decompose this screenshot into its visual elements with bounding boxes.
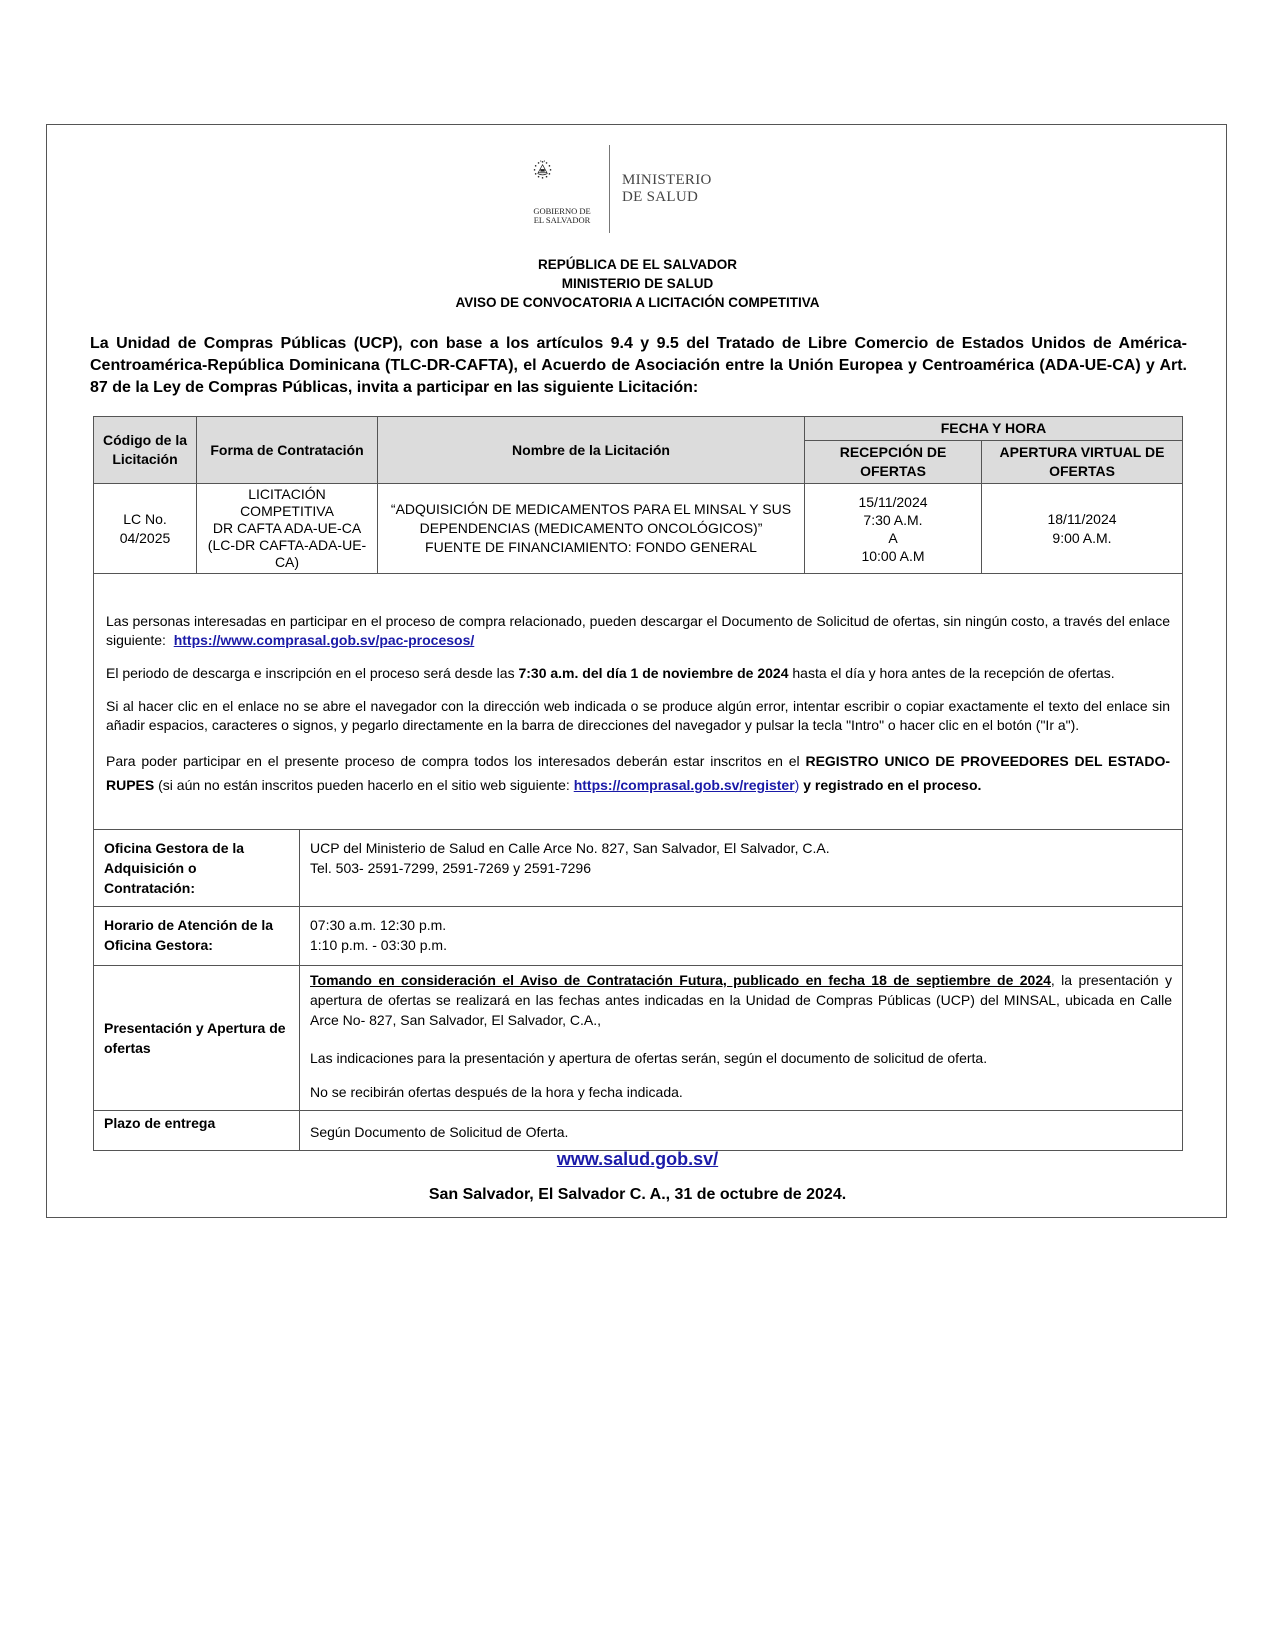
government-label — [522, 207, 602, 225]
presentacion-para1 — [310, 970, 1172, 1030]
presentacion-label: Presentación y Apertura de ofertas — [94, 966, 300, 1111]
table-row — [94, 484, 1183, 574]
rupes-text-b: (si aún no están inscritos pueden hacerlo en el sitio web siguiente: — [158, 777, 570, 793]
nombre-line3: FUENTE DE FINANCIAMIENTO: FONDO GENERAL — [425, 539, 757, 555]
dateline: San Salvador, El Salvador C. A., 31 de octubre de 2024. — [428, 1186, 847, 1203]
gov-line1: GOBIERNO DE — [533, 206, 591, 216]
col-recepcion: RECEPCIÓN DE OFERTAS — [805, 441, 982, 484]
nombre-line1: “ADQUISICIÓN DE MEDICAMENTOS PARA EL MINSAL Y SUS — [390, 501, 792, 517]
header-line1: REPÚBLICA DE EL SALVADOR — [537, 257, 737, 272]
col-apertura: APERTURA VIRTUAL DE OFERTAS — [982, 441, 1183, 484]
header-line3: AVISO DE CONVOCATORIA A LICITACIÓN COMPETITIVA — [455, 295, 820, 310]
presentacion-para3: No se recibirán ofertas después de la hora y fecha indicada. — [310, 1084, 683, 1100]
cell-codigo: LC No. 04/2025 — [94, 484, 197, 574]
salud-website-link[interactable]: www.salud.gob.sv/ — [556, 1149, 719, 1169]
rupes-paren: ) — [794, 777, 800, 793]
row-presentacion — [94, 966, 1183, 1111]
info-paragraph-period — [106, 664, 1170, 683]
info-block — [93, 574, 1183, 830]
apertura-time: 9:00 A.M. — [1052, 529, 1112, 546]
oficina-address: UCP del Ministerio de Salud en Calle Arce No. 827, San Salvador, El Salvador, C.A. — [310, 840, 830, 856]
comprasal-register-link[interactable]: https://comprasal.gob.sv/register — [573, 777, 795, 793]
intro-paragraph: La Unidad de Compras Públicas (UCP), con base a los artículos 9.4 y 9.5 del Tratado de Libre Comercio de Estados Unidos de América-Centroamérica-República Dominicana (TLC-DR-CAFTA), el Acuerdo de Asociación entre la Unión Europea y Centroamérica (ADA-UE-CA) y Art. 87 de la Ley de Compras Públicas, invita a participar en las siguiente Licitación: — [90, 335, 1187, 396]
rupes-text-end: y registrado en el proceso. — [803, 777, 982, 793]
oficina-label: Oficina Gestora de la Adquisición o Contratación: — [94, 830, 300, 907]
info-paragraph-rupes — [106, 749, 1170, 797]
gov-line2: EL SALVADOR — [533, 215, 591, 225]
cell-forma — [197, 484, 378, 574]
details-table — [93, 829, 1183, 1151]
tender-table — [93, 416, 1183, 574]
presentacion-rest: , la presentación y apertura de ofertas se realizará en las fechas antes indicadas en la Unidad de Compras Públicas (UCP) del MINSAL, ubicada en Calle Arce No- 827, San Salvador, El Salvador, C.A., — [310, 972, 1172, 1028]
cell-recepcion — [805, 484, 982, 574]
horario-label: Horario de Atención de la Oficina Gestora: — [94, 907, 300, 966]
nombre-line2: DEPENDENCIAS (MEDICAMENTO ONCOLÓGICOS)” — [419, 520, 763, 536]
row-horario — [94, 907, 1183, 966]
row-plazo — [94, 1111, 1183, 1151]
recepcion-end: 10:00 A.M — [861, 547, 925, 564]
rupes-name: REGISTRO UNICO DE PROVEEDORES DEL ESTADO-RUPES — [106, 753, 1171, 793]
horario-value — [300, 907, 1183, 966]
row-oficina — [94, 830, 1183, 907]
presentacion-para2: Las indicaciones para la presentación y apertura de ofertas serán, según el documento de solicitud de oferta. — [310, 1050, 988, 1066]
cell-apertura — [982, 484, 1183, 574]
plazo-value: Según Documento de Solicitud de Oferta. — [300, 1111, 1183, 1151]
cell-nombre — [378, 484, 805, 574]
ministry-line2: DE SALUD — [622, 189, 699, 205]
apertura-date: 18/11/2024 — [1047, 510, 1117, 527]
recepcion-sep: A — [888, 529, 898, 546]
presentacion-value — [300, 966, 1183, 1111]
col-forma: Forma de Contratación — [197, 417, 378, 484]
period-text-b: hasta el día y hora antes de la recepción de ofertas. — [792, 665, 1115, 681]
col-codigo: Código de la Licitación — [94, 417, 197, 484]
period-text-a: El periodo de descarga e inscripción en el proceso será desde las — [106, 665, 515, 681]
coat-of-arms-icon — [528, 144, 608, 208]
col-fecha-hora: FECHA Y HORA — [805, 417, 1183, 441]
rupes-text-a: Para poder participar en el presente proceso de compra todos los interesados deberán estar inscritos en el — [106, 753, 800, 769]
forma-line1: LICITACIÓN COMPETITIVA — [240, 486, 334, 519]
forma-line4: CA) — [274, 554, 300, 570]
recepcion-date: 15/11/2024 — [858, 493, 928, 510]
ministry-line1: MINISTERIO — [622, 172, 712, 188]
logo-divider — [609, 145, 610, 233]
ministry-label — [622, 172, 712, 206]
forma-line3: (LC-DR CAFTA-ADA-UE- — [207, 537, 367, 553]
col-nombre: Nombre de la Licitación — [378, 417, 805, 484]
plazo-label: Plazo de entrega — [94, 1111, 300, 1151]
info-paragraph-download — [106, 612, 1170, 650]
forma-line2: DR CAFTA ADA-UE-CA — [212, 520, 362, 536]
recepcion-start: 7:30 A.M. — [863, 511, 923, 528]
comprasal-pac-link[interactable]: https://www.comprasal.gob.sv/pac-procesos/ — [173, 632, 475, 648]
oficina-value — [300, 830, 1183, 907]
presentacion-ref: Tomando en consideración el Aviso de Contratación Futura, publicado en fecha 18 de septiembre de 2024 — [310, 972, 1051, 988]
header-line2: MINISTERIO DE SALUD — [561, 276, 714, 291]
document-header — [0, 255, 1275, 312]
horario-morning: 07:30 a.m. 12:30 p.m. — [310, 917, 447, 933]
period-date: 7:30 a.m. del día 1 de noviembre de 2024 — [518, 665, 789, 681]
info-paragraph-help: Si al hacer clic en el enlace no se abre el navegador con la dirección web indicada o se produce algún error, intentar escribir o copiar exactamente el texto del enlace sin añadir espacios, caracteres o signos, y pegarlo directamente en la barra de direcciones del navegador y pulsar la tecla "Intro" o hacer clic en el botón ("Ir a"). — [106, 698, 1170, 733]
horario-afternoon: 1:10 p.m. - 03:30 p.m. — [310, 937, 447, 953]
oficina-phone: Tel. 503- 2591-7299, 2591-7269 y 2591-7296 — [310, 860, 591, 876]
download-text: Las personas interesadas en participar en el proceso de compra relacionado, pueden descargar el Documento de Solicitud de ofertas, sin ningún costo, a través del enlace siguiente: — [106, 613, 1170, 648]
